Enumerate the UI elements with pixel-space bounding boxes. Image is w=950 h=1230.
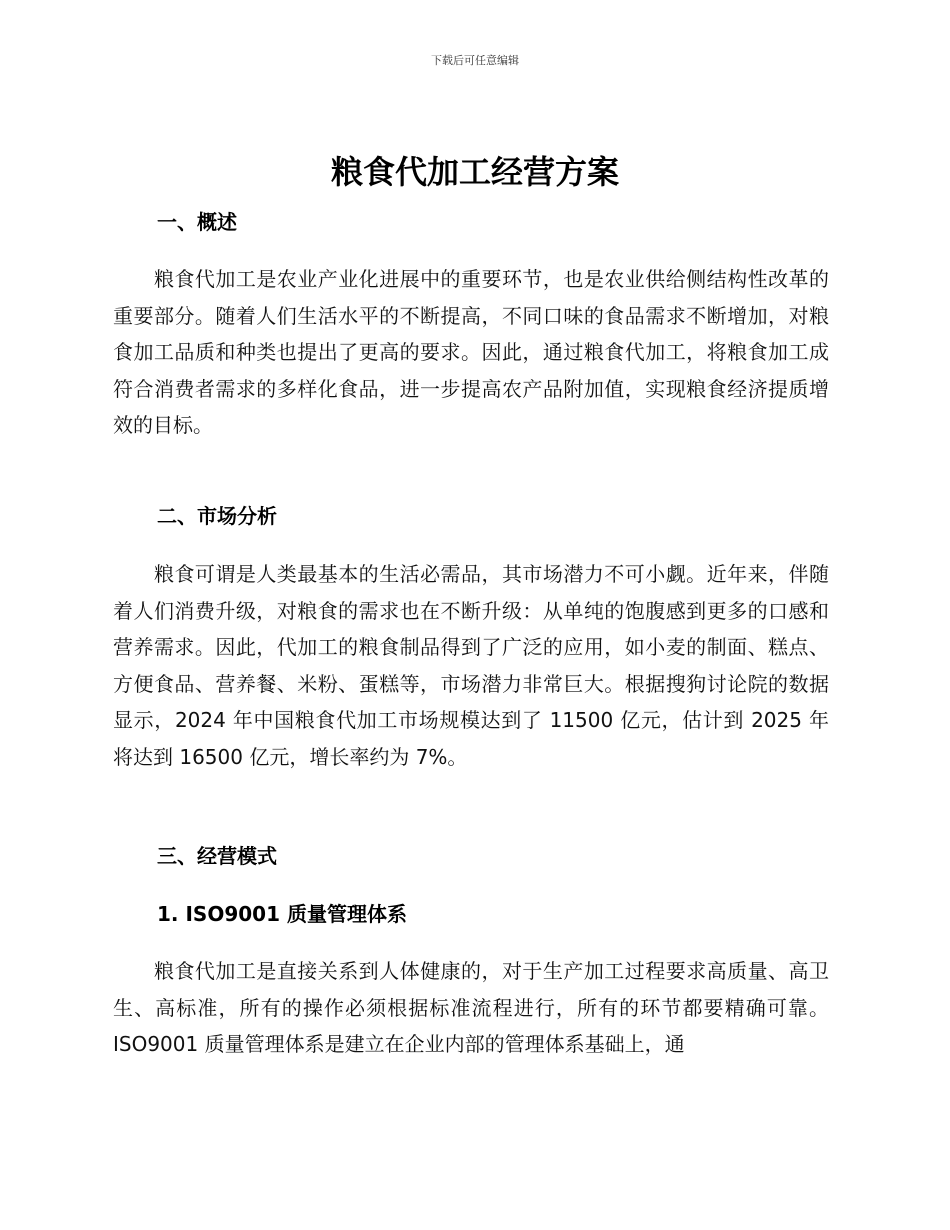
section-heading-overview: 一、概述	[157, 210, 237, 234]
section-heading-business-model: 三、经营模式	[157, 844, 277, 868]
subsection-heading-iso9001: 1. ISO9001 质量管理体系	[157, 902, 407, 926]
section-paragraph-market-analysis: 粮食可谓是人类最基本的生活必需品，其市场潜力不可小觑。近年来，伴随着人们消费升级，对粮食的需求也在不断升级：从单纯的饱腹感到更多的口感和营养需求。因此，代加工的粮食制品得到了广泛的应用，如小麦的制面、糕点、方便食品、营养餐、米粉、蛋糕等，市场潜力非常巨大。根据搜狗讨论院的数据显示，2024 年中国粮食代加工市场规模达到了 11500 亿元，估计到 2025 年将达到 16500 亿元，增长率约为 7%。	[113, 562, 829, 769]
page-header-note: 下载后可任意编辑	[431, 54, 519, 67]
document-title: 粮食代加工经营方案	[330, 153, 619, 191]
subsection-paragraph-iso9001: 粮食代加工是直接关系到人体健康的，对于生产加工过程要求高质量、高卫生、高标准，所有的操作必须根据标准流程进行，所有的环节都要精确可靠。 ISO9001 质量管理体系是建立在企业内部的管理体系基础上，通	[113, 959, 829, 1056]
section-heading-market-analysis: 二、市场分析	[157, 504, 277, 528]
section-paragraph-overview: 粮食代加工是农业产业化进展中的重要环节，也是农业供给侧结构性改革的重要部分。随着人们生活水平的不断提高，不同口味的食品需求不断增加，对粮食加工品质和种类也提出了更高的要求。因此，通过粮食代加工，将粮食加工成符合消费者需求的多样化食品，进一步提高农产品附加值，实现粮食经济提质增效的目标。	[113, 267, 829, 437]
